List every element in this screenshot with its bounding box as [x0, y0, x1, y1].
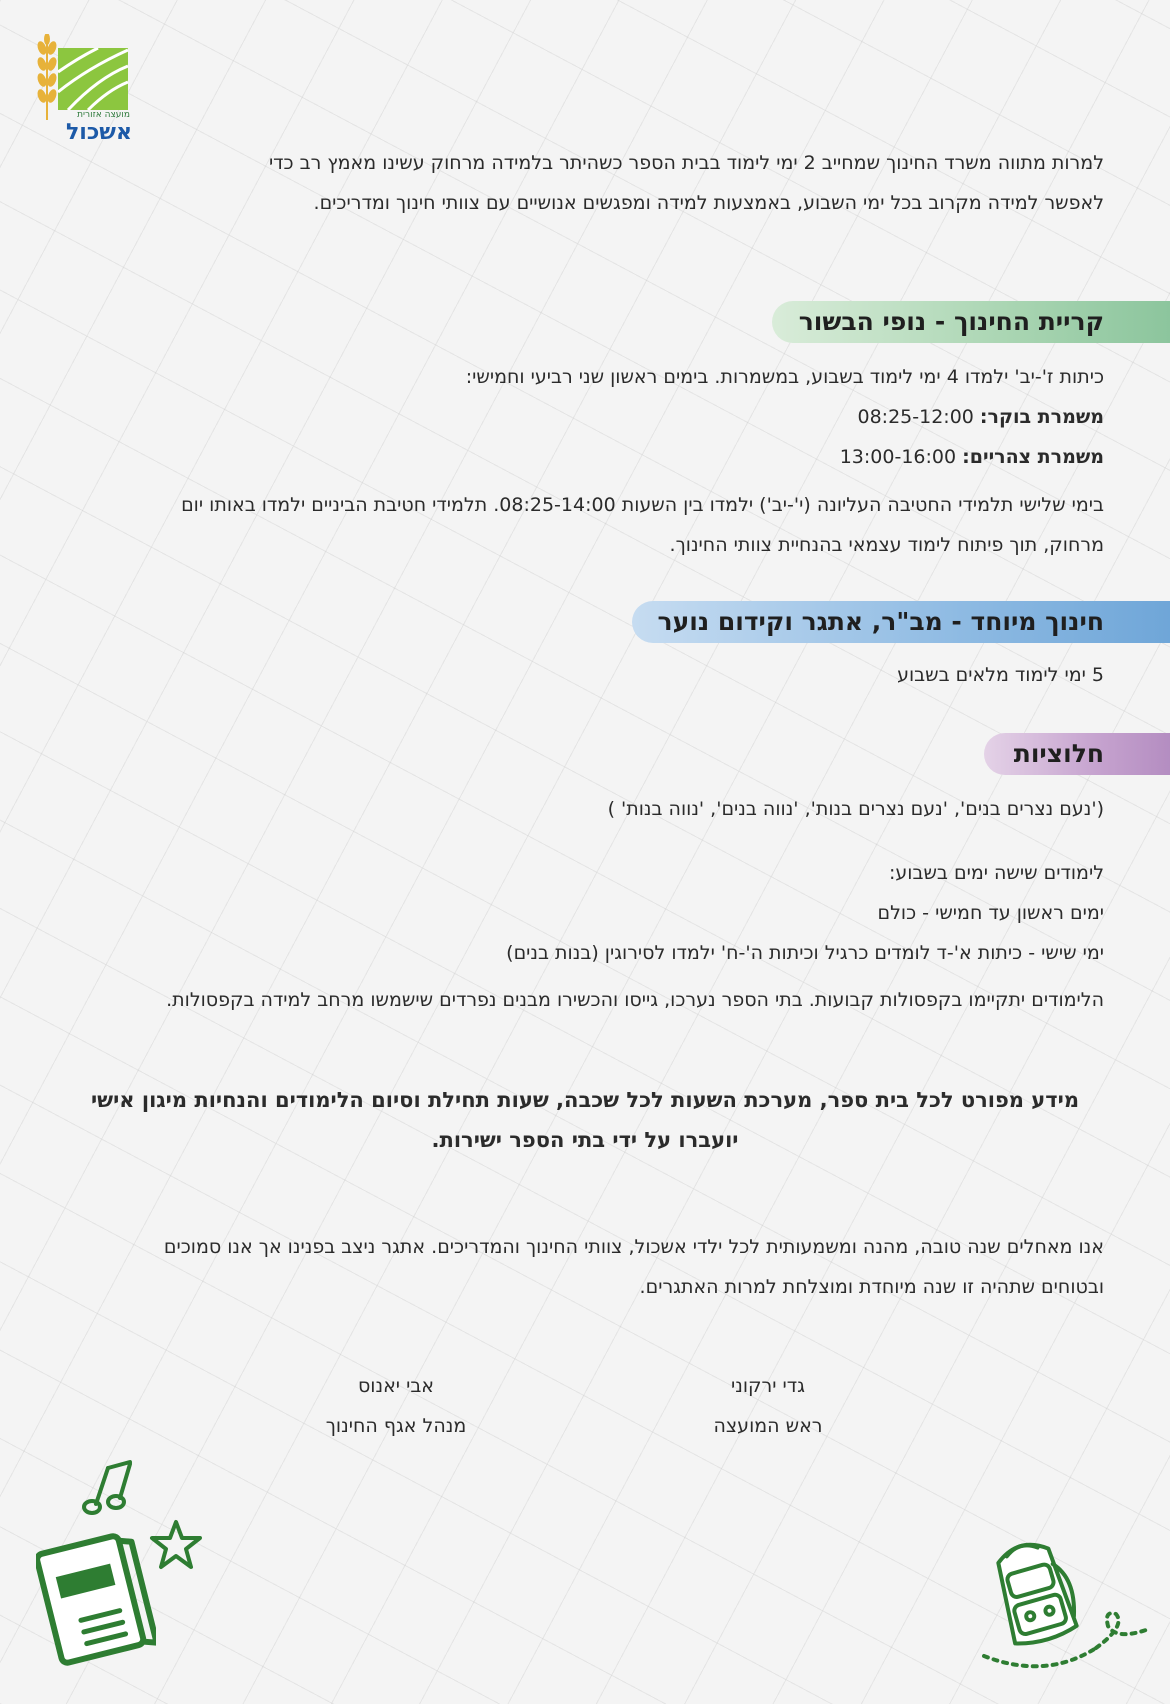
halutziyot-line-1: לימודים שישה ימים בשבוע:: [889, 862, 1104, 884]
book-icon: [36, 1528, 156, 1668]
signature-name: גדי ירקוני: [731, 1375, 805, 1397]
logo-name: אשכול: [65, 120, 132, 145]
kirya-line: כיתות ז'-יב' ילמדו 4 ימי לימוד בשבוע, במשמרות. בימים ראשון שני רביעי וחמישי:: [465, 366, 1104, 388]
intro-paragraph: למרות מתווה משרד החינוך שמחייב 2 ימי לימוד בבית הספר כשהיתר בלמידה מרחוק עשינו מאמץ רב כדי לאפשר למידה מקרוב בכל ימי השבוע, באמצעות למידה ומפגשים אנושיים עם צוותי חינוך ומדריכים.: [268, 152, 1104, 214]
schools-list: ('נעם נצרים בנים', 'נעם נצרים בנות', 'נווה בנים', 'נווה בנות' ): [607, 798, 1104, 820]
signature-head: [648, 1366, 888, 1446]
eshkol-logo: [36, 34, 131, 144]
morning-shift-label: משמרת בוקר:: [979, 406, 1104, 428]
backpack-icon: [976, 1530, 1156, 1670]
morning-shift-hours: 08:25-12:00: [857, 406, 974, 428]
logo-subtitle: מועצה אזורית: [77, 110, 130, 120]
field-icon: [58, 48, 128, 110]
noon-shift-label: משמרת צהריים:: [962, 446, 1104, 468]
wheat-icon: [36, 34, 58, 122]
tuesday-paragraph: בימי שלישי תלמידי החטיבה העליונה (י'-יב') ילמדו בין השעות 08:25-14:00. תלמידי חטיבת הביניים ילמדו באותו יום מרחוק, תוך פיתוח לימוד עצמאי בהנחיית צוותי החינוך.: [181, 494, 1104, 556]
signature-name: אבי יאנוס: [357, 1375, 435, 1397]
detailed-info: מידע מפורט לכל בית ספר, מערכת השעות לכל שכבה, שעות תחילת וסיום הלימודים והנחיות מיגון אישי יועברו על ידי בתי הספר ישירות.: [90, 1088, 1080, 1152]
section-heading-special: חינוך מיוחד - מב"ר, אתגר וקידום נוער: [632, 601, 1170, 643]
star-icon: [148, 1518, 204, 1574]
special-line: 5 ימי לימוד מלאים בשבוע: [897, 664, 1104, 686]
wishes-paragraph: אנו מאחלים שנה טובה, מהנה ומשמעותית לכל ילדי אשכול, צוותי החינוך והמדריכים. אתגר ניצב בפנינו אך אנו סמוכים ובטוחים שתהיה זו שנה מיוחדת ומוצלחת למרות האתגרים.: [163, 1236, 1104, 1298]
music-note-icon: [78, 1458, 134, 1522]
halutziyot-line-2: ימים ראשון עד חמישי - כולם: [877, 902, 1104, 924]
signature-title: ראש המועצה: [713, 1415, 823, 1437]
morning-shift: [858, 406, 1105, 428]
section-heading-kirya: קריית החינוך - נופי הבשור: [772, 301, 1170, 343]
section-heading-halutziyot: חלוציות: [984, 733, 1170, 775]
halutziyot-line-3: ימי שישי - כיתות א'-ד לומדים כרגיל וכיתות ה'-ח' ילמדו לסירוגין (בנות בנים): [506, 942, 1104, 964]
noon-shift-hours: 13:00-16:00: [839, 446, 957, 468]
noon-shift: [840, 446, 1104, 468]
capsules-paragraph: הלימודים יתקיימו בקפסולות קבועות. בתי הספר נערכו, גייסו והכשירו מבנים נפרדים שישמשו מרחב למידה בקפסולות.: [166, 989, 1104, 1011]
signature-education: [276, 1366, 516, 1446]
signature-title: מנהל אגף החינוך: [325, 1415, 467, 1437]
